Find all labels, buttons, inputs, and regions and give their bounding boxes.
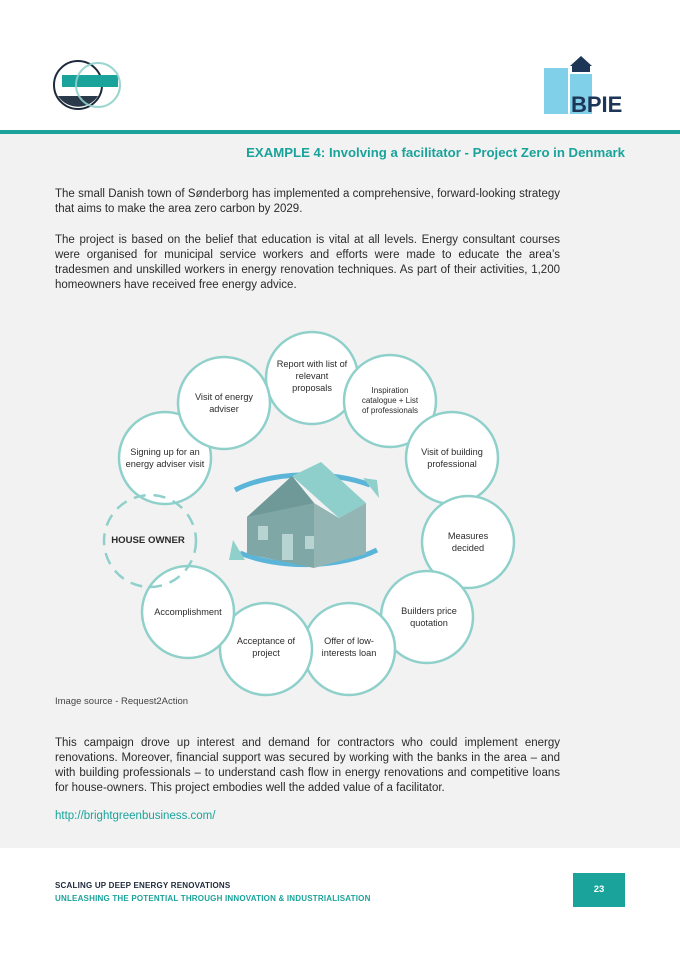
page-number-box — [573, 873, 625, 907]
step-report-label: Report with list of relevant proposals — [276, 359, 348, 393]
project-link[interactable]: http://brightgreenbusiness.com/ — [55, 810, 216, 822]
step-acceptance-label: Acceptance of project — [236, 636, 296, 658]
step-signing-label: Signing up for an energy adviser visit — [125, 447, 205, 469]
step-measures-label: Measures decided — [447, 531, 489, 553]
header-rule — [0, 130, 680, 134]
page-number: 23 — [593, 884, 605, 895]
footer-title: SCALING UP DEEP ENERGY RENOVATIONS — [55, 881, 231, 890]
step-inspiration-label: Inspiration catalogue + List of professionals — [361, 386, 419, 415]
image-caption: Image source - Request2Action — [55, 696, 189, 707]
bpie-logo-text: BPIE — [571, 92, 623, 117]
house-owner-label: HOUSE OWNER — [111, 535, 185, 546]
step-visit-building-label: Visit of building professional — [421, 447, 483, 469]
campaign-paragraph: This campaign drove up interest and demand for contractors who could implement energy renovations. Moreover, financial support was secured by working with the banks in the area – and with building professionals – to understand cash flow in energy renovations and competitive loans for house-owners. This project embodies well the added value of a facilitator. — [55, 737, 560, 794]
step-builders-label: Builders price quotation — [401, 606, 457, 628]
step-visit-adviser-label: Visit of energy adviser — [194, 392, 254, 414]
intro-paragraph: The small Danish town of Sønderborg has implemented a comprehensive, forward-looking strategy that aims to make the area zero carbon by 2029. — [55, 188, 560, 215]
step-loan-label: Offer of low-interests loan — [321, 636, 377, 658]
project-paragraph: The project is based on the belief that education is vital at all levels. Energy consultant courses were organised for municipal service workers and efforts were made to educate the area’s tradesmen and unskilled workers in energy renovation techniques. As part of their activities, 1,200 homeowners have received free energy advice. — [55, 234, 560, 291]
arrow-bottom-head — [229, 540, 245, 560]
example-title: EXAMPLE 4: Involving a facilitator - Project Zero in Denmark — [246, 145, 625, 160]
footer-subtitle: UNLEASHING THE POTENTIAL THROUGH INNOVATION & INDUSTRIALISATION — [55, 894, 371, 903]
report-logo-icon — [52, 58, 124, 112]
process-diagram — [95, 328, 525, 698]
step-accomplishment-label: Accomplishment — [154, 607, 222, 617]
